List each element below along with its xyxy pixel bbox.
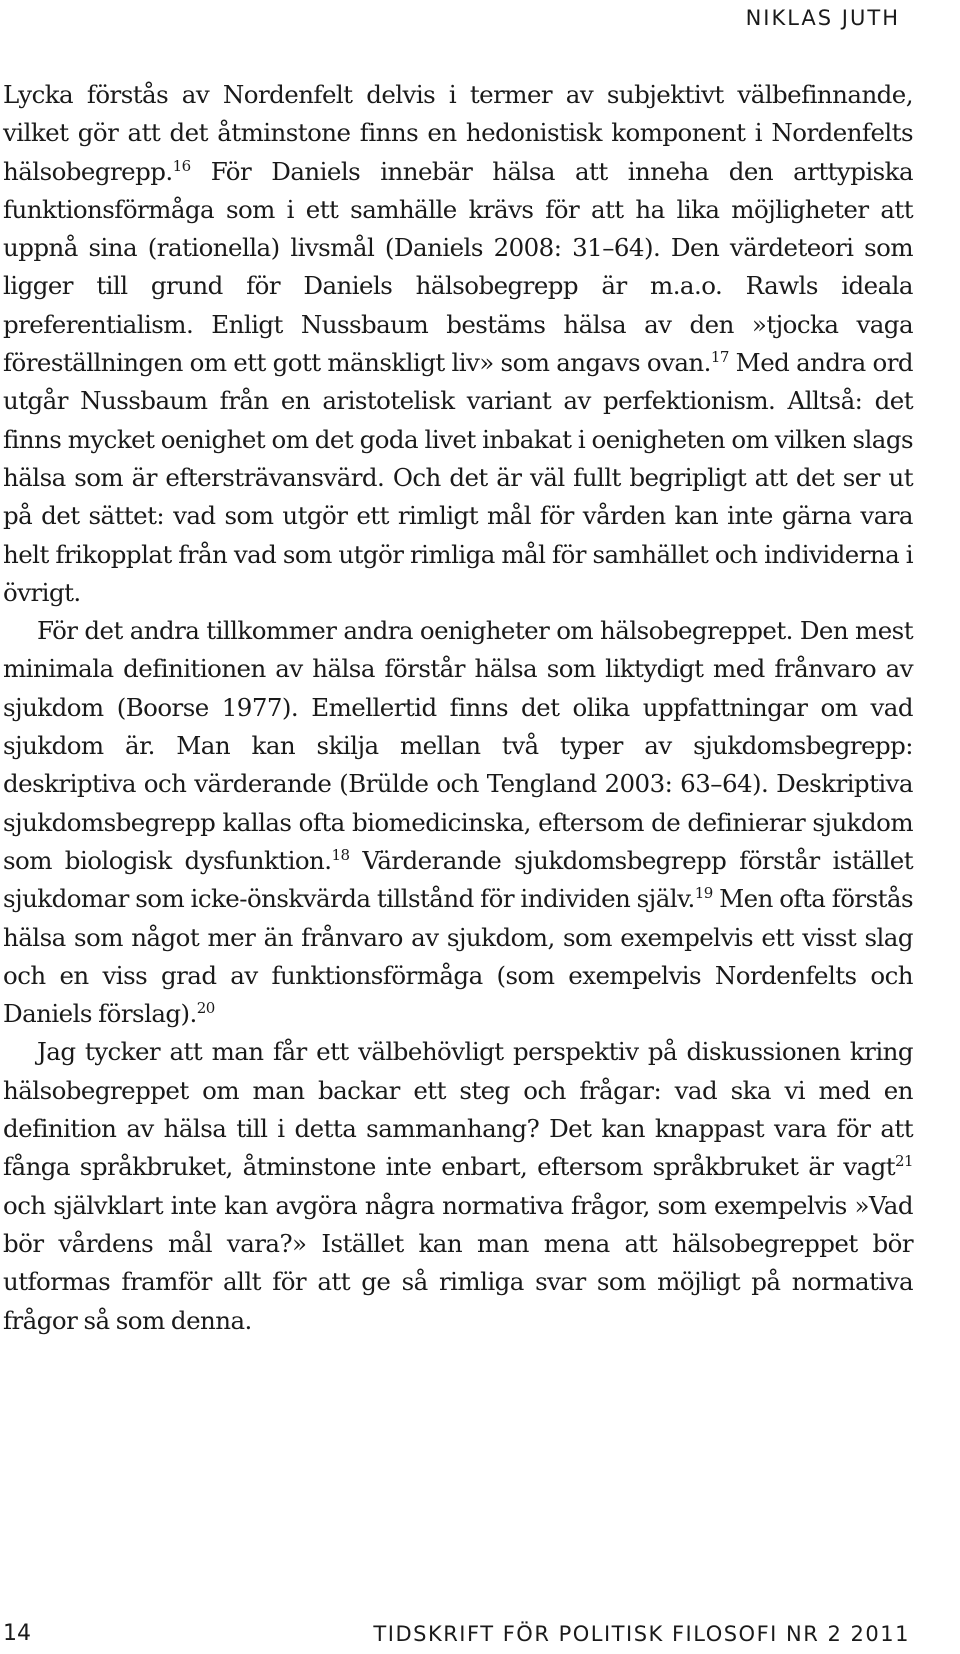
text-segment: Men ofta förstås hälsa som något mer än frånvaro av sjukdom, som exempelvis ett visst slag och en viss grad av funktionsförmåga (som exempelvis Nordenfelts och Daniels förslag). xyxy=(3,884,913,1029)
footnote-ref[interactable]: 16 xyxy=(172,156,191,175)
text-segment: Med andra ord utgår Nussbaum från en aristotelisk variant av perfektionism. Alltså: det finns mycket oenighet om det goda livet inbakat i oenigheten om vilken slags hälsa som är eftersträvansvärd. Och det är väl fullt begripligt att det ser ut på det sättet: vad som utgör ett rimligt mål för vården kan inte gärna vara helt frikopplat från vad som utgör rimliga mål för samhället och individerna i övrigt. xyxy=(3,348,913,607)
text-segment: För det andra tillkommer andra oenigheter om hälsobegreppet. Den mest minimala definitionen av hälsa förstår hälsa som liktydigt med frånvaro av sjukdom (Boorse 1977). Emellertid finns det olika uppfattningar om vad sjukdom är. Man kan skilja mellan två typer av sjukdomsbegrepp: deskriptiva och värderande (Brülde och Tengland 2003: 63–64). Deskriptiva sjukdomsbegrepp kallas ofta biomedicinska, eftersom de definierar sjukdom som biologisk dysfunktion. xyxy=(3,616,913,875)
paragraph xyxy=(3,76,913,612)
footnote-ref[interactable]: 17 xyxy=(710,348,729,367)
journal-footer: TIDSKRIFT FÖR POLITISK FILOSOFI NR 2 2011 xyxy=(373,1622,910,1646)
footnote-ref[interactable]: 18 xyxy=(331,845,350,864)
text-segment: Lycka förstås av Nordenfelt delvis i termer av subjektivt välbefinnande, vilket gör att det åtminstone finns en hedonistisk komponent i Nordenfelts hälsobegrepp. xyxy=(3,80,913,186)
article-body xyxy=(3,76,913,1340)
page-number: 14 xyxy=(3,1621,31,1646)
text-segment: För Daniels innebär hälsa att inneha den arttypiska funktionsförmåga som i ett samhälle krävs för att ha lika möjligheter att uppnå sina (rationella) livsmål (Daniels 2008: 31–64). Den värdeteori som ligger till grund för Daniels hälsobegrepp är m.a.o. Rawls ideala preferentialism. Enligt Nussbaum bestäms hälsa av den »tjocka vaga föreställningen om ett gott mänskligt liv» som angavs ovan. xyxy=(3,156,913,378)
paragraph xyxy=(3,612,913,1033)
footnote-ref[interactable]: 20 xyxy=(196,999,215,1018)
footnote-ref[interactable]: 19 xyxy=(694,884,713,903)
footnote-ref[interactable]: 21 xyxy=(895,1152,913,1171)
text-segment: och självklart inte kan avgöra några normativa frågor, som exempelvis »Vad bör vårdens mål vara?» Istället kan man mena att hälsobegreppet bör utformas framför allt för att ge så rimliga svar som möjligt på normativa frågor så som denna. xyxy=(3,1190,913,1335)
text-segment: Värderande sjukdomsbegrepp förstår istället sjukdomar som icke-önskvärda tillstånd för individen själv. xyxy=(3,845,913,914)
text-segment: Jag tycker att man får ett välbehövligt perspektiv på diskussionen kring hälsobegreppet om man backar ett steg och frågar: vad ska vi med en definition av hälsa till i detta sammanhang? Det kan knappast vara för att fånga språkbruket, åtminstone inte enbart, eftersom språkbruket är vagt xyxy=(3,1037,913,1182)
running-head-author: NIKLAS JUTH xyxy=(745,6,900,30)
paragraph xyxy=(3,1033,913,1339)
